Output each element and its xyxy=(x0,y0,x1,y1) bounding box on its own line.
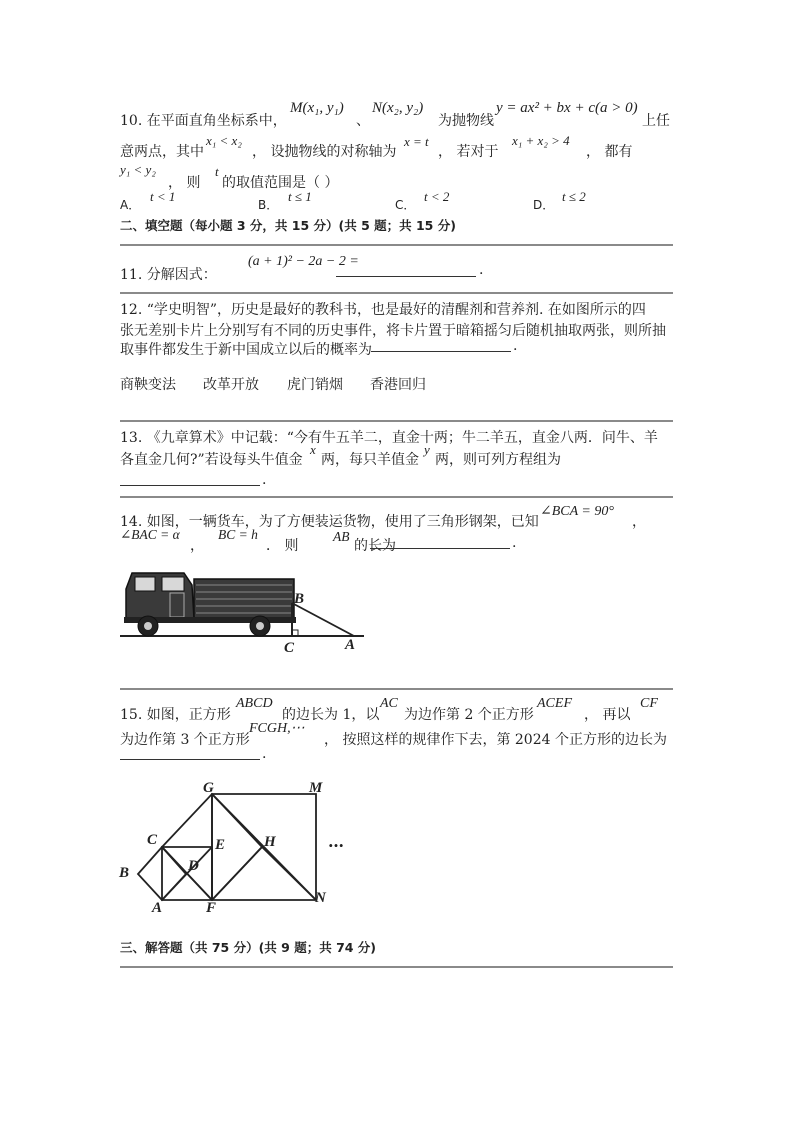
q15-period: . xyxy=(262,746,267,762)
q14-answer-blank[interactable] xyxy=(370,548,510,549)
sq-label-dots: … xyxy=(328,832,344,851)
q10-option-c-expr: t < 2 xyxy=(424,189,450,204)
q10-option-d-expr: t ≤ 2 xyxy=(562,189,586,204)
q10-point-n: N(x₂, y₂) xyxy=(372,100,424,116)
q10-prefix: 10. 在平面直角坐标系中， xyxy=(120,113,287,129)
section-3-heading: 三、解答题（共 75 分）(共 9 题；共 74 分) xyxy=(120,940,377,955)
q14-angle-bca: ∠BCA = 90° xyxy=(540,504,614,519)
q14-then: ． 则 xyxy=(266,538,299,554)
option-letter: D． xyxy=(533,198,555,212)
q10-point-m: M(x₁, y₁) xyxy=(290,100,344,116)
sq-label-a: A xyxy=(152,900,163,916)
sq-label-g: G xyxy=(203,780,214,796)
q14-period: . xyxy=(512,535,517,551)
q10-option-d[interactable] xyxy=(533,196,554,213)
q14-line1-prefix: 14. 如图，一辆货车，为了方便装运货物，使用了三角形钢架，已知 xyxy=(120,514,539,530)
q15-line1-mid: 的边长为 1，以 xyxy=(282,707,380,723)
q10-line3-tail: 的取值范围是（ ） xyxy=(222,175,339,191)
q12-card-4: 香港回归 xyxy=(370,377,426,393)
sq-label-d: D xyxy=(188,858,199,874)
q13-var-y: y xyxy=(424,442,430,457)
divider xyxy=(120,292,673,294)
divider xyxy=(120,244,673,246)
option-letter: A． xyxy=(120,198,141,212)
q13-answer-blank[interactable] xyxy=(120,485,260,486)
q12-line3: 取事件都发生于新中国成立以后的概率为 xyxy=(120,342,372,358)
sq-label-m: M xyxy=(309,780,323,796)
option-letter: B． xyxy=(258,198,279,212)
q10-line1 xyxy=(120,110,287,130)
q12-answer-blank[interactable] xyxy=(371,351,511,352)
q13-period: . xyxy=(262,472,267,488)
q15-line1-mid3: ， 再以 xyxy=(584,707,631,723)
q12-period: . xyxy=(513,338,518,354)
q10-var-t: t xyxy=(215,164,219,179)
q12-card-1: 商鞅变法 xyxy=(120,377,176,393)
q10-line2-prefix: 意两点，其中 xyxy=(120,144,204,160)
sq-label-h: H xyxy=(264,834,276,850)
truck-label-c: C xyxy=(284,640,295,656)
q14-comma1: ， xyxy=(632,514,646,530)
sq-label-n: N xyxy=(315,890,326,906)
q10-line2-mid2: ， 若对于 xyxy=(438,144,499,160)
q15-line1-mid2: 为边作第 2 个正方形 xyxy=(404,707,534,723)
q10-axis: x = t xyxy=(404,134,429,149)
q10-cond1: x₁ < x₂ xyxy=(206,133,242,148)
q13-line2-mid: 两，每只羊值金 xyxy=(321,452,419,468)
q13-line2-prefix: 各直金几何?”若设每头牛值金 xyxy=(120,452,303,468)
q12-card-2: 改革开放 xyxy=(203,377,259,393)
q14-angle-bac: ∠BAC = α xyxy=(120,527,180,542)
sq-label-f: F xyxy=(206,900,217,916)
q10-option-a-expr: t < 1 xyxy=(150,189,176,204)
divider xyxy=(120,496,673,498)
q15-line2-prefix: 为边作第 3 个正方形 xyxy=(120,732,250,748)
q12-line1: 12. “学史明智”，历史是最好的教科书，也是最好的清醒剂和营养剂. 在如图所示的四 xyxy=(120,302,646,318)
sq-label-b: B xyxy=(119,865,130,881)
option-letter: C． xyxy=(395,198,416,212)
q10-line3-text: ， 则 xyxy=(168,175,201,191)
q10-mid: 为抛物线 xyxy=(438,113,494,129)
sq-label-c: C xyxy=(147,832,158,848)
sq-label-e: E xyxy=(215,837,226,853)
q10-option-a[interactable] xyxy=(120,196,140,213)
q13-var-x: x xyxy=(310,442,316,457)
divider xyxy=(120,420,673,422)
q11-period: . xyxy=(479,262,484,278)
q10-tail: 上任 xyxy=(642,113,670,129)
q11-prefix: 11. 分解因式： xyxy=(120,267,217,283)
q15-fcgh: FCGH,⋯ xyxy=(249,721,305,736)
q14-comma2: ， xyxy=(190,538,204,554)
truck-figure xyxy=(118,565,368,655)
q15-line1-prefix: 15. 如图，正方形 xyxy=(120,707,231,723)
q14-tail: 的长为 xyxy=(354,538,396,554)
q14-ab: AB xyxy=(333,529,350,544)
divider xyxy=(120,966,673,968)
section-2-heading: 二、填空题（每小题 3 分，共 15 分）(共 5 题；共 15 分) xyxy=(120,218,456,233)
q10-option-b[interactable] xyxy=(258,196,278,213)
q11-expr: (a + 1)² − 2a − 2 = xyxy=(248,254,359,269)
q15-answer-blank[interactable] xyxy=(120,759,260,760)
q12-line2: 张无差别卡片上分别写有不同的历史事件，将卡片置于暗箱摇匀后随机抽取两张，则所抽 xyxy=(120,323,666,339)
q12-card-3: 虎门销烟 xyxy=(287,377,343,393)
q15-acef: ACEF xyxy=(537,696,572,711)
q10-cond3: y₁ < y₂ xyxy=(120,162,156,177)
q10-cond2: x₁ + x₂ > 4 xyxy=(512,133,570,148)
q14-bc: BC = h xyxy=(218,527,258,542)
q10-option-b-expr: t ≤ 1 xyxy=(288,189,312,204)
q10-sep: 、 xyxy=(356,113,370,129)
q15-abcd: ABCD xyxy=(236,696,273,711)
q15-cf: CF xyxy=(640,696,658,711)
q10-parabola: y = ax² + bx + c(a > 0) xyxy=(496,100,638,116)
q10-line2-tail: ， 都有 xyxy=(586,144,633,160)
q13-line1: 13. 《九章算术》中记载：“今有牛五羊二，直金十两；牛二羊五，直金八两．问牛、羊 xyxy=(120,430,658,446)
q11-answer-blank[interactable] xyxy=(336,276,476,277)
truck-label-a: A xyxy=(345,637,356,653)
divider xyxy=(120,688,673,690)
q10-line2-mid: ， 设抛物线的对称轴为 xyxy=(252,144,397,160)
q10-option-c[interactable] xyxy=(395,196,415,213)
truck-label-b: B xyxy=(294,591,305,607)
q13-line2-tail: 两，则可列方程组为 xyxy=(435,452,561,468)
q15-ac: AC xyxy=(380,696,398,711)
q15-line2-tail: ， 按照这样的规律作下去，第 2024 个正方形的边长为 xyxy=(324,732,667,748)
